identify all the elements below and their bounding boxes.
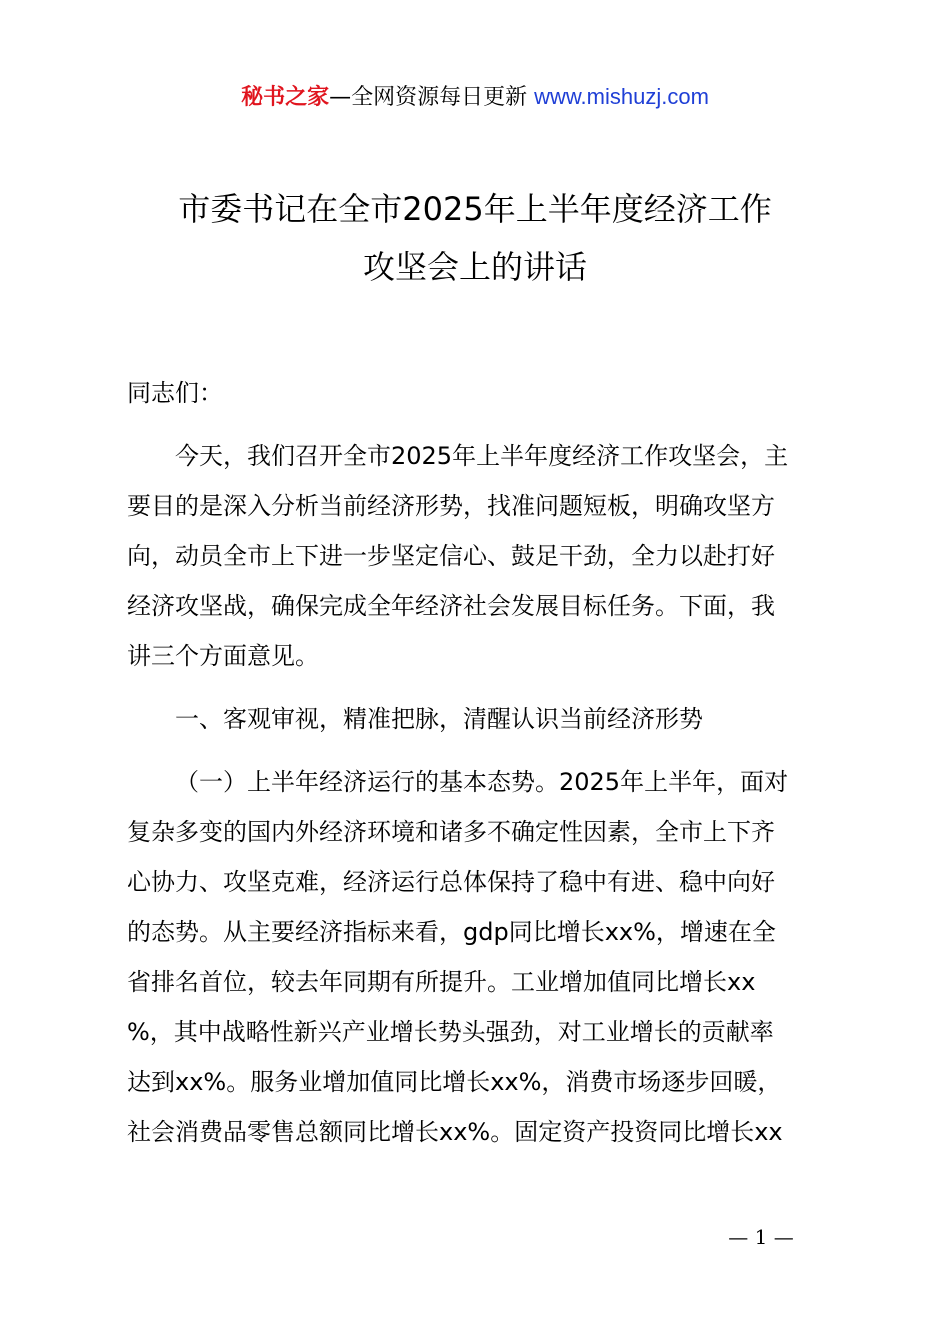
document-body bbox=[127, 368, 833, 1170]
paragraph-line: 经济攻坚战，确保完成全年经济社会发展目标任务。下面，我 bbox=[127, 592, 775, 620]
paragraph-line: 要目的是深入分析当前经济形势，找准问题短板，明确攻坚方 bbox=[127, 492, 775, 520]
brand-name: 秘书之家 bbox=[241, 85, 330, 110]
paragraph-line: %，其中战略性新兴产业增长势头强劲，对工业增长的贡献率 bbox=[127, 1018, 774, 1046]
page-number: — 1 — bbox=[728, 1225, 794, 1249]
title-line-2: 攻坚会上的讲话 bbox=[362, 248, 587, 286]
paragraph-line: 达到xx%。服务业增加值同比增长xx%，消费市场逐步回暖， bbox=[127, 1068, 782, 1096]
paragraph-economy bbox=[127, 757, 833, 1157]
paragraph-line: 的态势。从主要经济指标来看，gdp同比增长xx%，增速在全 bbox=[127, 918, 776, 946]
salutation: 同志们： bbox=[127, 379, 223, 407]
paragraph-line: 今天，我们召开全市2025年上半年度经济工作攻坚会，主 bbox=[175, 442, 789, 470]
paragraph-line: 复杂多变的国内外经济环境和诸多不确定性因素，全市上下齐 bbox=[127, 818, 775, 846]
site-banner bbox=[0, 80, 950, 115]
title-line-1: 市委书记在全市2025年上半年度经济工作 bbox=[178, 190, 772, 228]
paragraph-line: 省排名首位，较去年同期有所提升。工业增加值同比增长xx bbox=[127, 968, 756, 996]
paragraph-line: 向，动员全市上下进一步坚定信心、鼓足干劲，全力以赴打好 bbox=[127, 542, 775, 570]
paragraph-line: 心协力、攻坚克难，经济运行总体保持了稳中有进、稳中向好 bbox=[127, 868, 775, 896]
banner-slogan: —全网资源每日更新 bbox=[329, 85, 535, 110]
paragraph-intro bbox=[127, 431, 833, 681]
site-url-link[interactable]: www.mishuzj.com bbox=[534, 84, 709, 109]
document-title bbox=[100, 180, 850, 296]
section-heading-1: 一、客观审视，精准把脉，清醒认识当前经济形势 bbox=[175, 705, 703, 733]
paragraph-line: 讲三个方面意见。 bbox=[127, 642, 319, 670]
paragraph-line: （一）上半年经济运行的基本态势。2025年上半年，面对 bbox=[175, 768, 789, 796]
paragraph-line: 社会消费品零售总额同比增长xx%。固定资产投资同比增长xx bbox=[127, 1118, 783, 1146]
